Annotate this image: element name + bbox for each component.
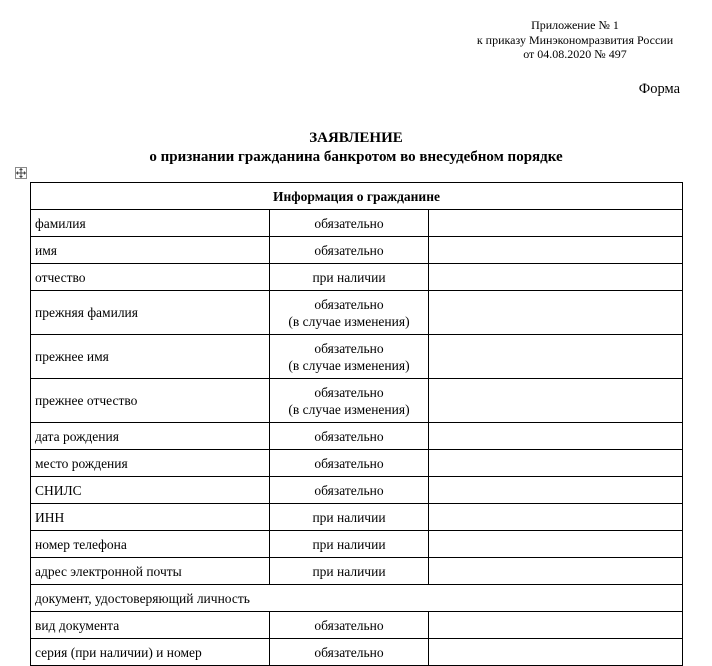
field-label: номер телефона [31,531,270,558]
title-line-1: ЗАЯВЛЕНИЕ [309,130,403,146]
title-line-2: о признании гражданина банкротом во внесудебном порядке [149,149,563,165]
table-row [31,450,683,477]
field-label: фамилия [31,210,270,237]
field-requirement: обязательно [270,210,429,237]
field-requirement: при наличии [270,504,429,531]
field-value-cell[interactable] [429,639,683,666]
field-label: прежнее отчество [31,379,270,423]
document-title [0,129,712,167]
field-requirement: обязательно (в случае изменения) [270,379,429,423]
table-row [31,639,683,666]
appendix-line-3: от 04.08.2020 № 497 [523,47,627,61]
table-row [31,558,683,585]
field-value-cell[interactable] [429,504,683,531]
field-label: ИНН [31,504,270,531]
table-row [31,612,683,639]
field-value-cell[interactable] [429,450,683,477]
table-row [31,210,683,237]
table-row [31,423,683,450]
appendix-line-2: к приказу Минэкономразвития России [476,32,674,47]
field-requirement: обязательно [270,477,429,504]
field-label: место рождения [31,450,270,477]
table-row [31,531,683,558]
field-value-cell[interactable] [429,531,683,558]
field-requirement: обязательно [270,237,429,264]
field-value-cell[interactable] [429,423,683,450]
field-value-cell[interactable] [429,379,683,423]
field-value-cell[interactable] [429,477,683,504]
table-row [31,504,683,531]
appendix-line-1: Приложение № 1 [531,18,619,32]
field-label: прежнее имя [31,335,270,379]
field-requirement: обязательно (в случае изменения) [270,291,429,335]
field-requirement: при наличии [270,558,429,585]
field-value-cell[interactable] [429,291,683,335]
table-row [31,291,683,335]
table-row [31,379,683,423]
form-label: Форма [638,81,680,97]
field-label: вид документа [31,612,270,639]
field-label: прежняя фамилия [31,291,270,335]
field-requirement: при наличии [270,264,429,291]
citizen-info-table [30,182,683,666]
table-row [31,477,683,504]
field-value-cell[interactable] [429,612,683,639]
field-label: имя [31,237,270,264]
field-value-cell[interactable] [429,558,683,585]
field-requirement: обязательно [270,639,429,666]
field-label: дата рождения [31,423,270,450]
field-value-cell[interactable] [429,210,683,237]
appendix-reference [440,18,710,62]
field-value-cell[interactable] [429,237,683,264]
field-label: отчество [31,264,270,291]
field-requirement: обязательно [270,450,429,477]
table-row [31,237,683,264]
field-label: адрес электронной почты [31,558,270,585]
section-identity-document: документ, удостоверяющий личность [31,585,683,612]
field-requirement: обязательно [270,423,429,450]
field-value-cell[interactable] [429,335,683,379]
field-label: серия (при наличии) и номер [31,639,270,666]
table-header: Информация о гражданине [31,183,683,210]
table-row [31,264,683,291]
field-requirement: при наличии [270,531,429,558]
table-row [31,335,683,379]
field-label: СНИЛС [31,477,270,504]
field-requirement: обязательно (в случае изменения) [270,335,429,379]
field-value-cell[interactable] [429,264,683,291]
table-move-handle-icon[interactable] [15,167,27,179]
field-requirement: обязательно [270,612,429,639]
